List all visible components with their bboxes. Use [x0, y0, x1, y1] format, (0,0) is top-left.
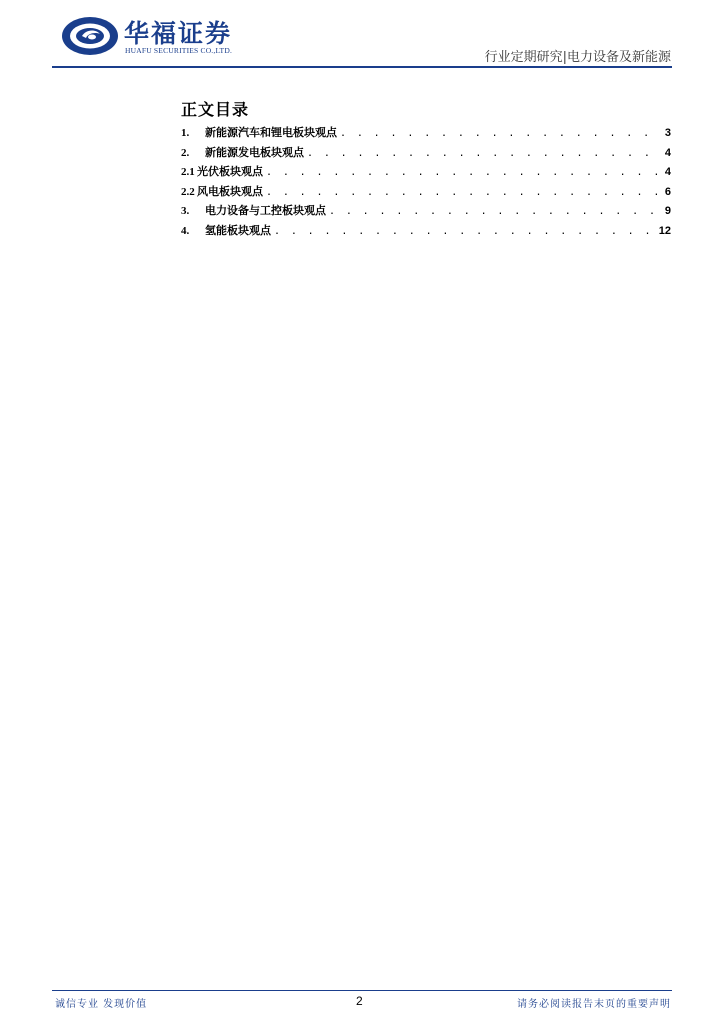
toc-leader-dots: [307, 148, 660, 159]
toc-entry-label: 光伏板块观点: [197, 165, 263, 178]
toc-entry[interactable]: [181, 124, 671, 144]
toc-entry[interactable]: [181, 163, 671, 183]
toc-entry-page: 4: [664, 146, 671, 159]
toc-entry[interactable]: [181, 144, 671, 164]
table-of-contents: [181, 124, 671, 241]
toc-title: 正文目录: [181, 100, 250, 119]
toc-entry-number: 2.: [181, 146, 190, 159]
company-name-cn: 华福证券: [124, 19, 233, 48]
toc-entry-number: 4.: [181, 224, 190, 237]
footer-slogan: 诚信专业 发现价值: [55, 999, 148, 1010]
toc-entry-label: 新能源汽车和锂电板块观点: [205, 126, 337, 139]
toc-leader-dots: [266, 167, 660, 178]
toc-entry[interactable]: [181, 202, 671, 222]
toc-entry-label: 电力设备与工控板块观点: [205, 204, 326, 217]
toc-entry-page: 4: [664, 166, 671, 178]
toc-entry[interactable]: [181, 183, 671, 203]
toc-entry-label: 风电板块观点: [197, 184, 263, 198]
header-divider: [52, 66, 672, 68]
toc-entry-label: 氢能板块观点: [205, 223, 271, 237]
toc-leader-dots: [274, 226, 656, 237]
toc-entry-number: 1.: [181, 127, 190, 139]
toc-entry-page: 9: [664, 205, 671, 217]
toc-leader-dots: [340, 128, 660, 139]
footer-disclaimer: 请务必阅读报告末页的重要声明: [517, 999, 671, 1010]
toc-entry-page: 6: [664, 185, 671, 198]
toc-leader-dots: [329, 206, 660, 217]
toc-entry-page: 3: [664, 127, 671, 139]
report-type-label: 行业定期研究|电力设备及新能源: [484, 50, 671, 65]
toc-entry-number: 2.1: [181, 166, 195, 178]
toc-entry-number: 3.: [181, 205, 190, 217]
page-number: 2: [356, 994, 363, 1008]
footer-divider: [52, 990, 672, 991]
toc-entry-page: 12: [658, 224, 671, 237]
page-header: [0, 0, 724, 70]
toc-entry[interactable]: [181, 222, 671, 242]
toc-leader-dots: [266, 187, 660, 198]
company-name-en: HUAFU SECURITIES CO.,LTD.: [125, 46, 233, 55]
toc-entry-number: 2.2: [181, 185, 195, 198]
huafu-logo-icon: [60, 14, 120, 58]
toc-entry-label: 新能源发电板块观点: [205, 145, 304, 159]
